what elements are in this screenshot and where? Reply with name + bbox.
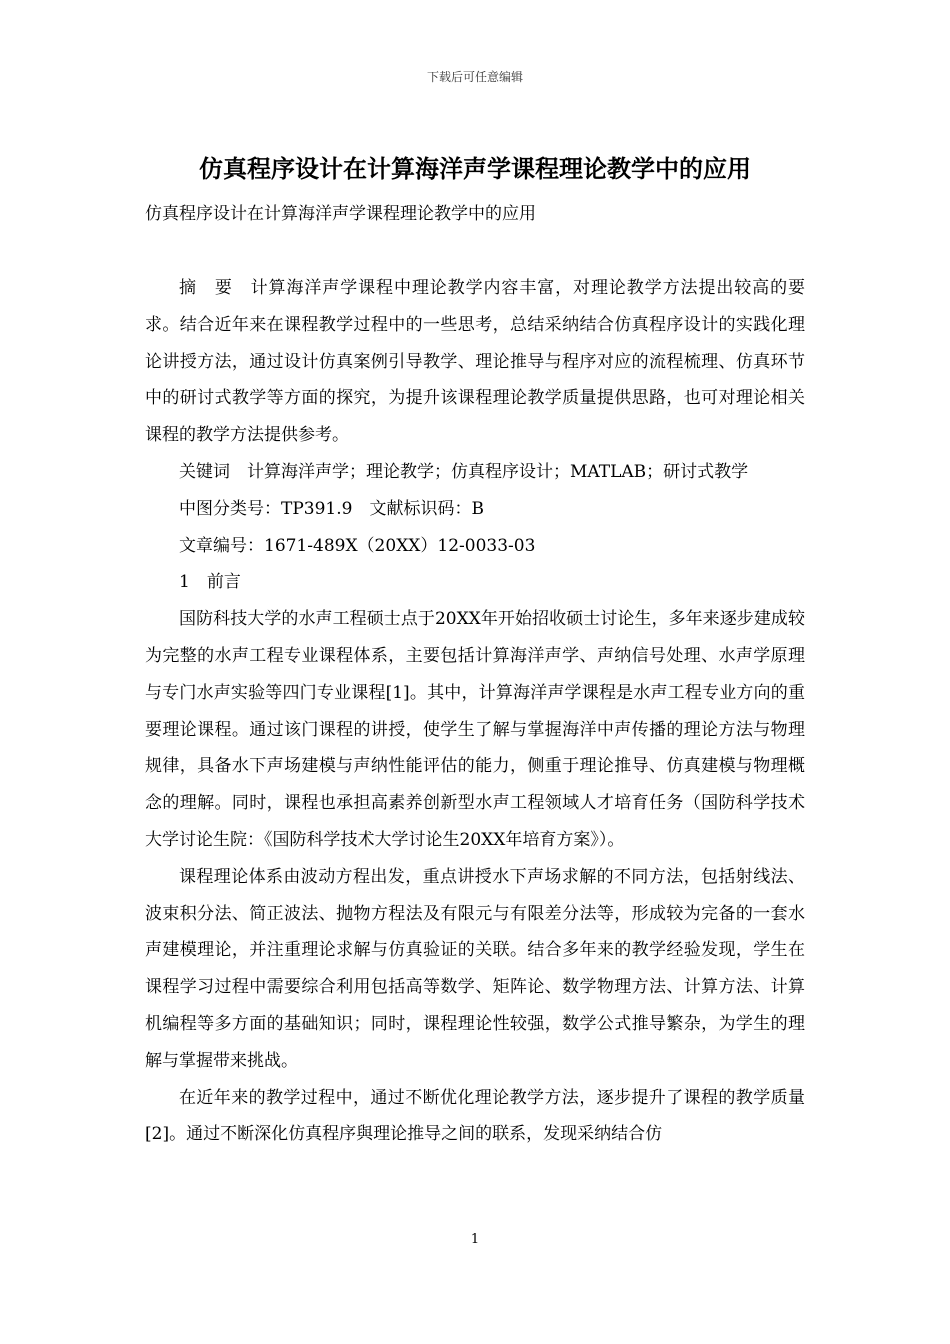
header-note: 下载后可任意编辑	[426, 70, 523, 84]
body-paragraph: 课程理论体系由波动方程出发，重点讲授水下声场求解的不同方法，包括射线法、波束积分法、简正波法、抛物方程法及有限元与有限差分法等，形成较为完备的一套水声建模理论，并注重理论求解与仿真验证的关联。结合多年来的教学经验发现，学生在课程学习过程中需要综合利用包括高等数学、矩阵论、数学物理方法、计算方法、计算机编程等多方面的基础知识；同时，课程理论性较强，数学公式推导繁杂，为学生的理解与掌握带来挑战。	[145, 866, 805, 1071]
section-heading: 1 前言	[179, 572, 241, 593]
article-number-line: 文章编号：1671-489X（20XX）12-0033-03	[179, 535, 536, 556]
body-paragraph: 国防科技大学的水声工程硕士点于20XX年开始招收硕士讨论生，多年来逐步建成较为完整的水声工程专业课程体系，主要包括计算海洋声学、声纳信号处理、水声学原理与专门水声实验等四门专业课程[1]。其中，计算海洋声学课程是水声工程专业方向的重要理论课程。通过该门课程的讲授，使学生了解与掌握海洋中声传播的理论方法与物理规律，具备水下声场建模与声纳性能评估的能力，侧重于理论推导、仿真建模与物理概念的理解。同时，课程也承担高素养创新型水声工程领域人才培育任务（国防科学技术大学讨论生院：《国防科学技术大学讨论生20XX年培育方案》）。	[145, 609, 805, 850]
document-subtitle: 仿真程序设计在计算海洋声学课程理论教学中的应用	[145, 204, 536, 224]
document-body	[145, 270, 805, 1153]
page-number: 1	[470, 1232, 480, 1247]
keywords-line: 关键词 计算海洋声学；理论教学；仿真程序设计；MATLAB；研讨式教学	[179, 461, 749, 482]
abstract-paragraph: 摘 要 计算海洋声学课程中理论教学内容丰富，对理论教学方法提出较高的要求。结合近年来在课程教学过程中的一些思考，总结采纳结合仿真程序设计的实践化理论讲授方法，通过设计仿真案例引导教学、理论推导与程序对应的流程梳理、仿真环节中的研讨式教学等方面的探究，为提升该课程理论教学质量提供思路，也可对理论相关课程的教学方法提供参考。	[145, 278, 805, 446]
document-title: 仿真程序设计在计算海洋声学课程理论教学中的应用	[199, 154, 751, 183]
body-paragraph: 在近年来的教学过程中，通过不断优化理论教学方法，逐步提升了课程的教学质量[2]。通过不断深化仿真程序與理论推导之间的联系，发现采纳结合仿	[145, 1087, 805, 1145]
classification-line: 中图分类号：TP391.9 文献标识码：B	[179, 498, 484, 519]
